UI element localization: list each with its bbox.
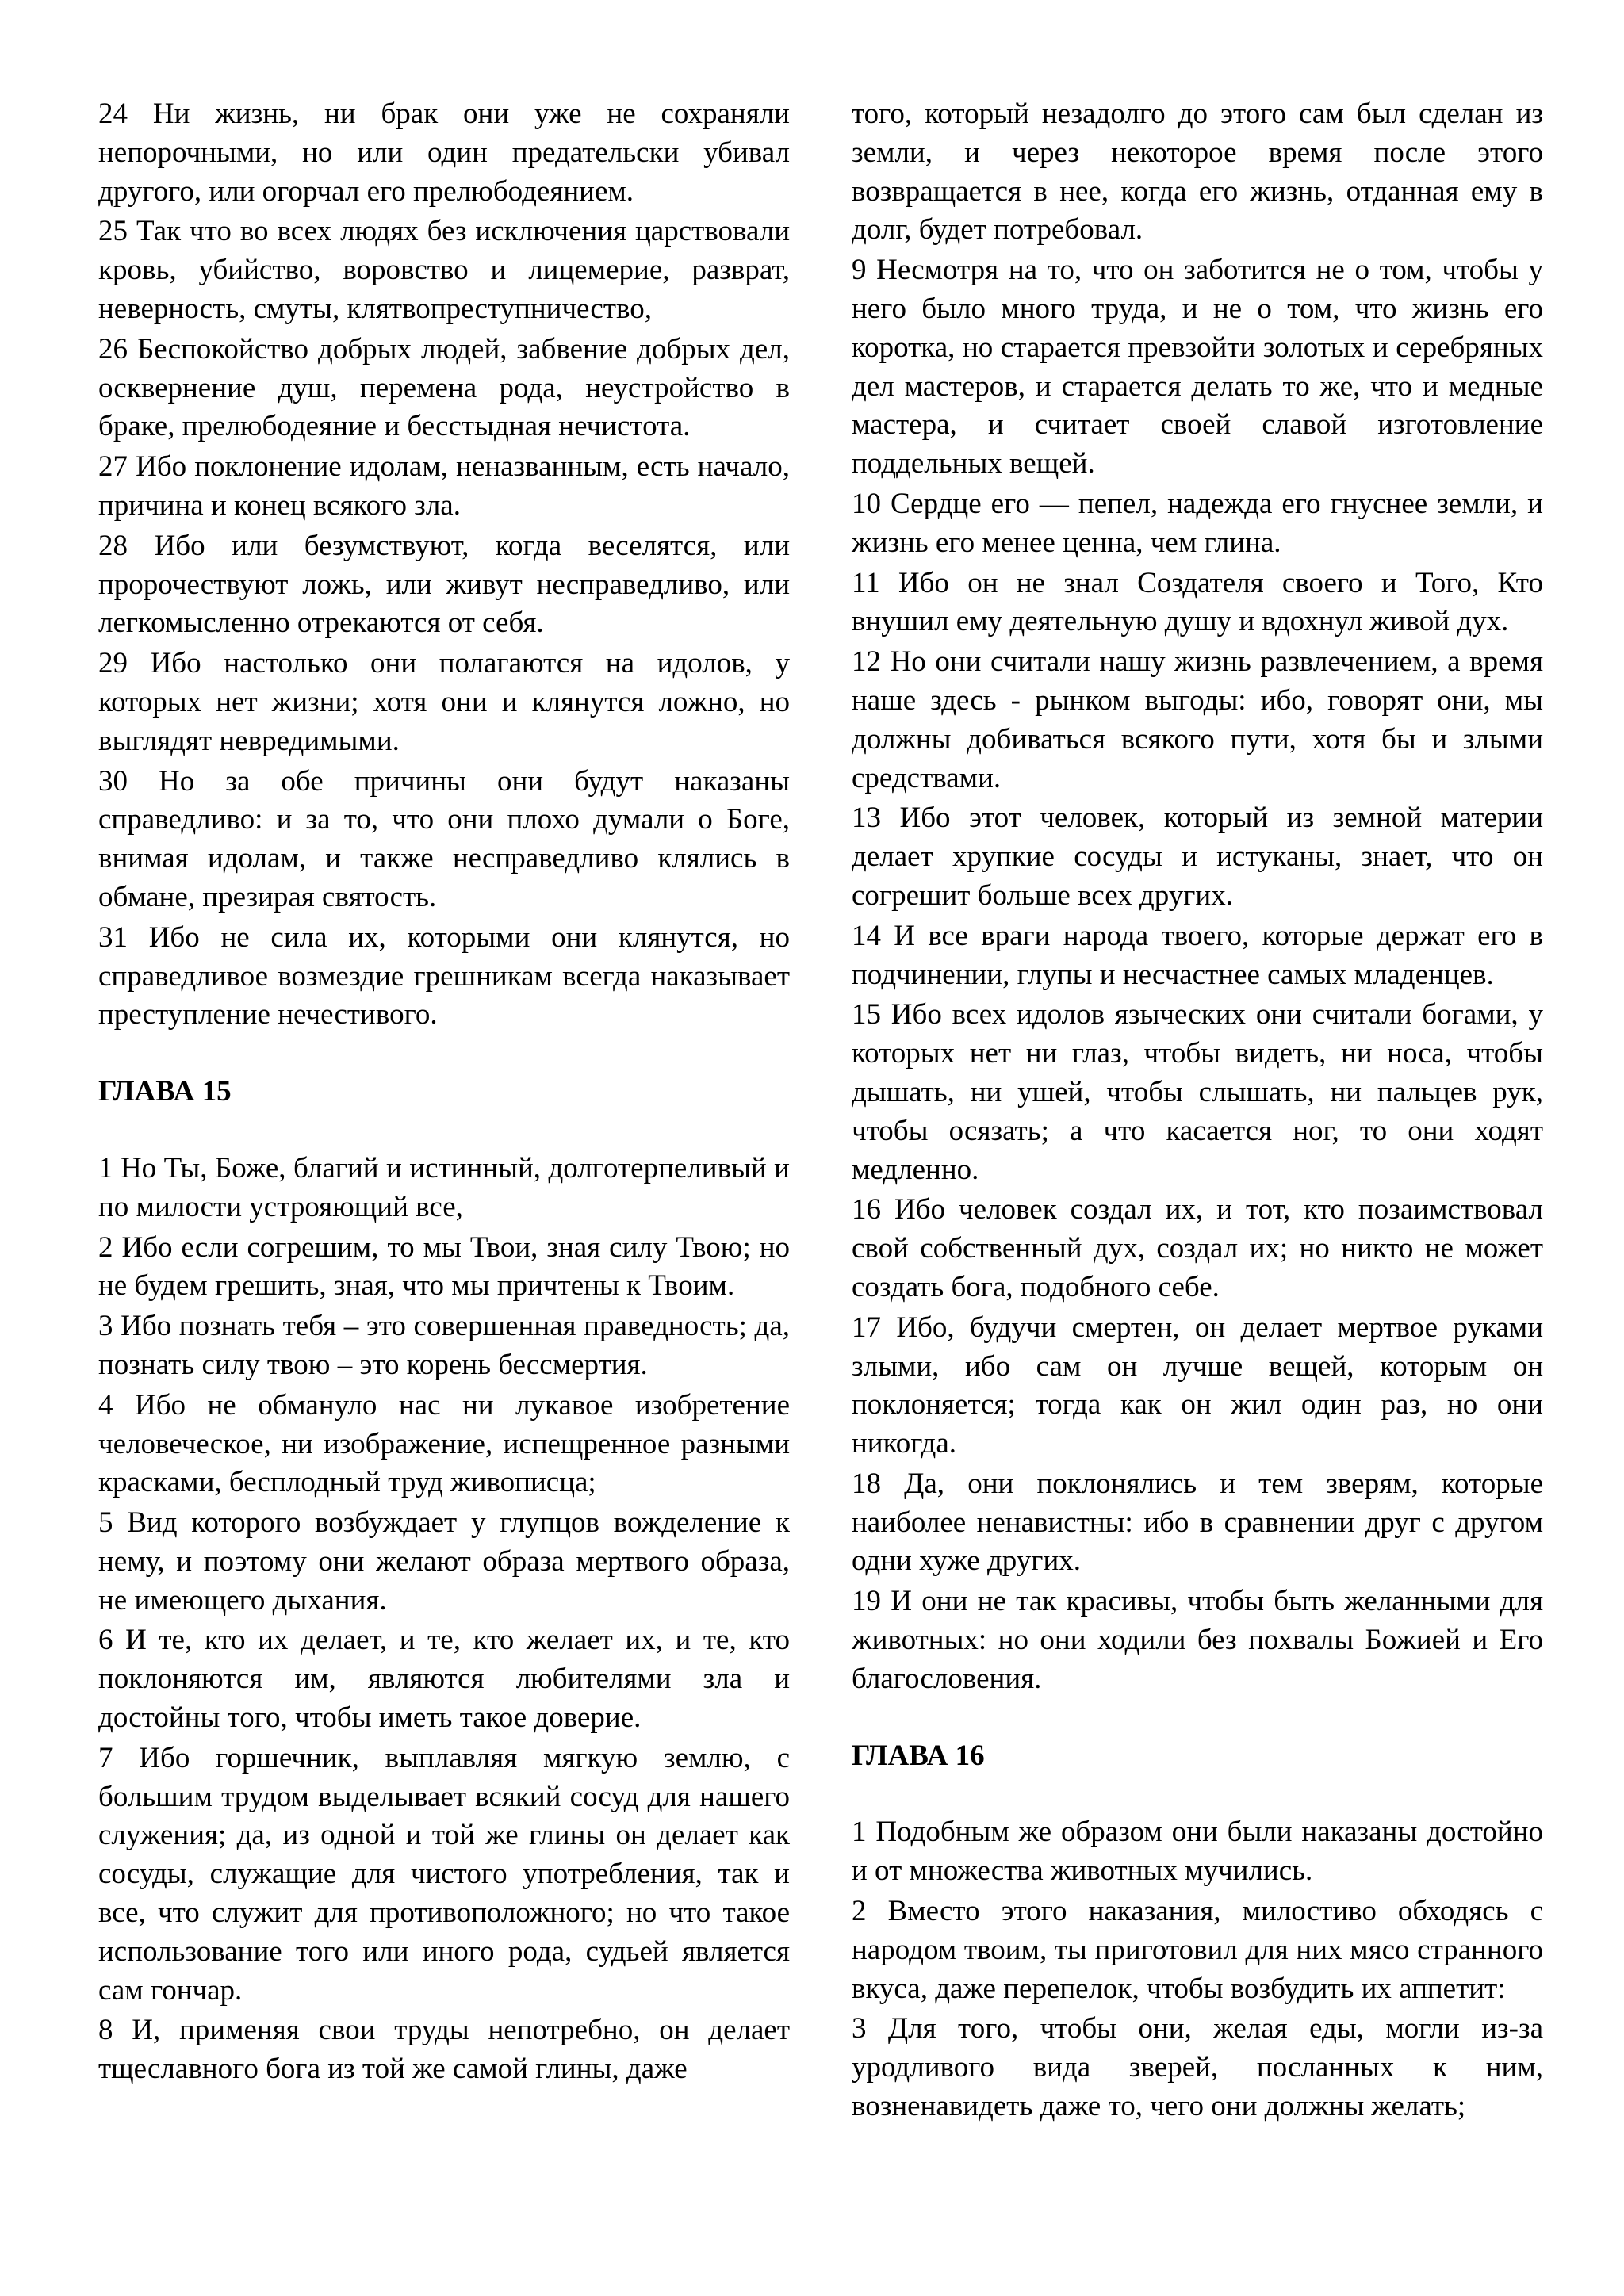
verse-paragraph: 3 Для того, чтобы они, желая еды, могли из-за уродливого вида зверей, посланных к ним, возненавидеть даже то, чего они должны желать; [852, 2012, 1543, 2123]
verse-paragraph: 15 Ибо всех идолов языческих они считали богами, у которых нет ни глаз, чтобы видеть, ни носа, чтобы дышать, ни ушей, чтобы слышать, ни пальцев рук, чтобы осязать; а что касается ног, то они ходят медленно. [852, 998, 1543, 1186]
verse-paragraph: 6 И те, кто их делает, и те, кто желает их, и те, кто поклоняются им, являются любителями зла и достойны того, чтобы иметь такое доверие. [98, 1624, 790, 1735]
verse-paragraph: 24 Ни жизнь, ни брак они уже не сохраняли непорочными, но или один предательски убивал другого, или огорчал его прелюбодеянием. [98, 98, 790, 208]
verse-paragraph: 11 Ибо он не знал Создателя своего и Того, Кто внушил ему деятельную душу и вдохнул живой дух. [852, 566, 1543, 638]
verse-paragraph: 27 Ибо поклонение идолам, неназванным, есть начало, причина и конец всякого зла. [98, 450, 790, 522]
verse-paragraph: 28 Ибо или безумствуют, когда веселятся, или пророчествуют ложь, или живут несправедливо, или легкомысленно отрекаются от себя. [98, 529, 790, 640]
verse-paragraph: 9 Несмотря на то, что он заботится не о том, чтобы у него было много труда, и не о том, что жизнь его коротка, но старается превзойти золотых и серебряных дел мастеров, и старается делать то же, что и медные мастера, и считает своей славой изготовление поддельных вещей. [852, 254, 1543, 480]
verse-paragraph: 7 Ибо горшечник, выплавляя мягкую землю, с большим трудом выделывает всякий сосуд для нашего служения; да, из одной и той же глины он делает как сосуды, служащие для чистого употребления, так и все, что служит для противоположного; но что такое использование того или иного рода, судьей является сам гончар. [98, 1741, 790, 2007]
verse-paragraph: 12 Но они считали нашу жизнь развлечением, а время наше здесь - рынком выгоды: ибо, говорят они, мы должны добиваться всякого пути, хотя бы и злыми средствами. [852, 645, 1543, 794]
verse-paragraph: 16 Ибо человек создал их, и тот, кто позаимствовал свой собственный дух, создал их; но никто не может создать бога, подобного себе. [852, 1193, 1543, 1303]
verse-paragraph: того, который незадолго до этого сам был сделан из земли, и через некоторое время после этого возвращается в нее, когда его жизнь, отданная ему в долг, будет потребовал. [852, 98, 1543, 247]
document-page [98, 95, 1546, 2228]
verse-paragraph: 5 Вид которого возбуждает у глупцов вожделение к нему, и поэтому они желают образа мертвого образа, не имеющего дыхания. [98, 1506, 790, 1617]
verse-paragraph: 8 И, применяя свои труды непотребно, он делает тщеславного бога из той же самой глины, даже [98, 2014, 790, 2086]
verse-paragraph: 25 Так что во всех людях без исключения царствовали кровь, убийство, воровство и лицемерие, разврат, неверность, смуты, клятвопреступничество, [98, 215, 790, 325]
right-column [852, 95, 1543, 2128]
verse-paragraph: 10 Сердце его — пепел, надежда его гнуснее земли, и жизнь его менее ценна, чем глина. [852, 487, 1543, 559]
left-column [98, 95, 790, 2091]
verse-paragraph: 30 Но за обе причины они будут наказаны справедливо: и за то, что они плохо думали о Боге, внимая идолам, и также несправедливо клялись в обмане, презирая святость. [98, 764, 790, 913]
verse-paragraph: 1 Подобным же образом они были наказаны достойно и от множества животных мучились. [852, 1816, 1543, 1888]
verse-paragraph: 13 Ибо этот человек, который из земной материи делает хрупкие сосуды и истуканы, знает, что он согрешит больше всех других. [852, 802, 1543, 912]
chapter-heading: ГЛАВА 15 [98, 1075, 232, 1108]
verse-paragraph: 2 Ибо если согрешим, то мы Твои, зная силу Твою; но не будем грешить, зная, что мы причтены к Твоим. [98, 1230, 790, 1303]
verse-paragraph: 1 Но Ты, Боже, благий и истинный, долготерпеливый и по милости устрояющий все, [98, 1151, 790, 1223]
verse-paragraph: 18 Да, они поклонялись и тем зверям, которые наиболее ненавистны: ибо в сравнении друг с другом одни хуже других. [852, 1467, 1543, 1578]
verse-paragraph: 29 Ибо настолько они полагаются на идолов, у которых нет жизни; хотя они и клянутся ложно, но выглядят невредимыми. [98, 647, 790, 757]
verse-paragraph: 17 Ибо, будучи смертен, он делает мертвое руками злыми, ибо сам он лучше вещей, которым он поклоняется; тогда как он жил один раз, но они никогда. [852, 1311, 1543, 1460]
verse-paragraph: 31 Ибо не сила их, которыми они клянутся, но справедливое возмездие грешникам всегда наказывает преступление нечестивого. [98, 920, 790, 1031]
verse-paragraph: 14 И все враги народа твоего, которые держат его в подчинении, глупы и несчастнее самых младенцев. [852, 919, 1543, 991]
chapter-heading: ГЛАВА 16 [852, 1739, 985, 1772]
verse-paragraph: 3 Ибо познать тебя – это совершенная праведность; да, познать силу твою – это корень бессмертия. [98, 1310, 790, 1381]
verse-paragraph: 2 Вместо этого наказания, милостиво обходясь с народом твоим, ты приготовил для них мясо странного вкуса, даже перепелок, чтобы возбудить их аппетит: [852, 1895, 1543, 2005]
verse-paragraph: 4 Ибо не обмануло нас ни лукавое изобретение человеческое, ни изображение, испещренное разными красками, бесплодный труд живописца; [98, 1388, 790, 1499]
verse-paragraph: 19 И они не так красивы, чтобы быть желанными для животных: но они ходили без похвалы Божией и Его благословения. [852, 1585, 1543, 1695]
verse-paragraph: 26 Беспокойство добрых людей, забвение добрых дел, осквернение душ, перемена рода, неустройство в браке, прелюбодеяние и бесстыдная нечистота. [98, 332, 790, 443]
